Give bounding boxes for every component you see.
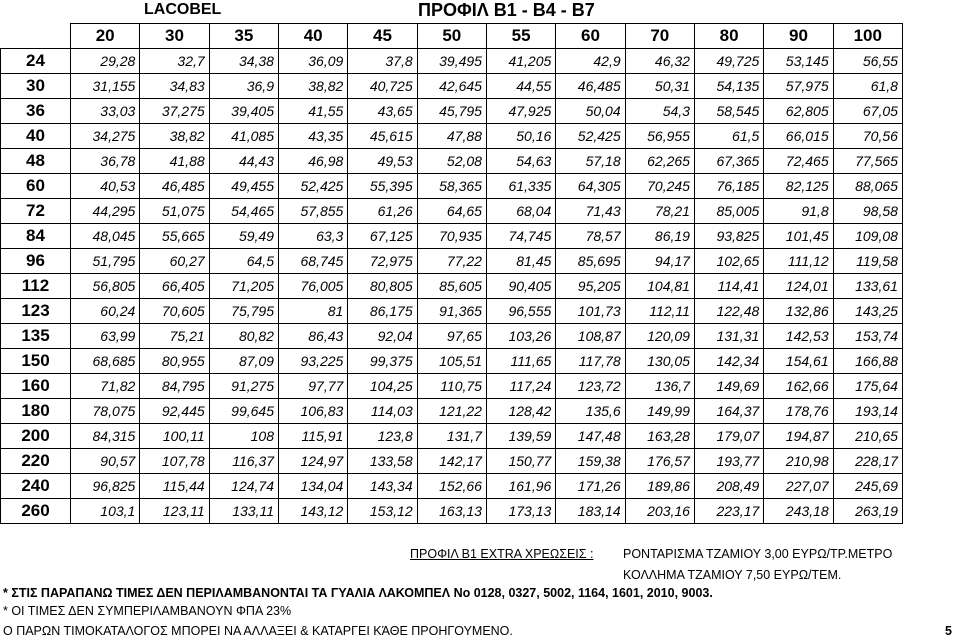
price-cell: 81,45 xyxy=(486,249,555,274)
price-cell: 97,65 xyxy=(417,324,486,349)
row-header: 135 xyxy=(1,324,71,349)
column-header: 30 xyxy=(140,24,209,49)
price-cell: 85,605 xyxy=(417,274,486,299)
price-cell: 136,7 xyxy=(625,374,694,399)
price-cell: 123,8 xyxy=(348,424,417,449)
price-cell: 133,11 xyxy=(209,499,278,524)
price-cell: 123,72 xyxy=(556,374,625,399)
price-cell: 46,485 xyxy=(140,174,209,199)
row-header: 260 xyxy=(1,499,71,524)
table-row xyxy=(1,274,903,299)
table-row xyxy=(1,99,903,124)
price-cell: 80,955 xyxy=(140,349,209,374)
price-cell: 120,09 xyxy=(625,324,694,349)
row-header: 60 xyxy=(1,174,71,199)
column-header: 20 xyxy=(71,24,140,49)
price-cell: 68,685 xyxy=(71,349,140,374)
price-cell: 134,04 xyxy=(278,474,347,499)
column-header: 80 xyxy=(694,24,763,49)
price-cell: 228,17 xyxy=(833,449,902,474)
price-cell: 34,275 xyxy=(71,124,140,149)
price-cell: 81 xyxy=(278,299,347,324)
price-cell: 171,26 xyxy=(556,474,625,499)
price-cell: 37,275 xyxy=(140,99,209,124)
price-cell: 91,8 xyxy=(764,199,833,224)
price-cell: 52,425 xyxy=(556,124,625,149)
price-cell: 80,82 xyxy=(209,324,278,349)
row-header: 48 xyxy=(1,149,71,174)
price-cell: 57,18 xyxy=(556,149,625,174)
row-header: 180 xyxy=(1,399,71,424)
price-cell: 44,55 xyxy=(486,74,555,99)
price-cell: 74,745 xyxy=(486,224,555,249)
price-cell: 104,25 xyxy=(348,374,417,399)
extra-charge-rounding: ΡΟΝΤΑΡΙΣΜΑ ΤΖΑΜΙΟΥ 3,00 ΕΥΡΩ/ΤΡ.ΜΕΤΡΟ xyxy=(623,547,893,561)
price-cell: 37,8 xyxy=(348,49,417,74)
table-row xyxy=(1,199,903,224)
price-cell: 161,96 xyxy=(486,474,555,499)
price-cell: 61,26 xyxy=(348,199,417,224)
price-cell: 99,645 xyxy=(209,399,278,424)
price-cell: 85,695 xyxy=(556,249,625,274)
change-note: Ο ΠΑΡΩΝ ΤΙΜΟΚΑΤΑΛΟΓΟΣ ΜΠΟΡΕΙ ΝΑ ΑΛΛΑΞΕΙ & ΚΑΤΑΡΓΕΙ ΚΆΘΕ ΠΡΟΗΓΟΥΜΕΝΟ. xyxy=(3,624,513,638)
table-row xyxy=(1,124,903,149)
price-cell: 64,5 xyxy=(209,249,278,274)
price-cell: 133,58 xyxy=(348,449,417,474)
corner-cell xyxy=(1,24,71,49)
column-header: 100 xyxy=(833,24,902,49)
price-cell: 107,78 xyxy=(140,449,209,474)
price-cell: 54,135 xyxy=(694,74,763,99)
price-cell: 147,48 xyxy=(556,424,625,449)
table-row xyxy=(1,349,903,374)
price-cell: 51,795 xyxy=(71,249,140,274)
price-cell: 119,58 xyxy=(833,249,902,274)
price-cell: 46,32 xyxy=(625,49,694,74)
price-cell: 41,55 xyxy=(278,99,347,124)
table-row xyxy=(1,424,903,449)
price-cell: 76,185 xyxy=(694,174,763,199)
price-cell: 46,485 xyxy=(556,74,625,99)
price-cell: 103,1 xyxy=(71,499,140,524)
price-cell: 61,8 xyxy=(833,74,902,99)
price-cell: 59,49 xyxy=(209,224,278,249)
price-cell: 75,21 xyxy=(140,324,209,349)
price-cell: 143,34 xyxy=(348,474,417,499)
table-row xyxy=(1,374,903,399)
price-cell: 44,295 xyxy=(71,199,140,224)
table-row xyxy=(1,149,903,174)
price-cell: 227,07 xyxy=(764,474,833,499)
row-header: 150 xyxy=(1,349,71,374)
price-cell: 43,35 xyxy=(278,124,347,149)
price-cell: 106,83 xyxy=(278,399,347,424)
row-header: 24 xyxy=(1,49,71,74)
price-cell: 78,075 xyxy=(71,399,140,424)
price-cell: 124,74 xyxy=(209,474,278,499)
price-cell: 122,48 xyxy=(694,299,763,324)
price-cell: 91,275 xyxy=(209,374,278,399)
price-cell: 50,04 xyxy=(556,99,625,124)
column-header: 55 xyxy=(486,24,555,49)
price-cell: 56,805 xyxy=(71,274,140,299)
row-header: 72 xyxy=(1,199,71,224)
page-number: 5 xyxy=(945,624,952,638)
price-cell: 64,65 xyxy=(417,199,486,224)
price-cell: 128,42 xyxy=(486,399,555,424)
price-cell: 48,045 xyxy=(71,224,140,249)
price-cell: 193,14 xyxy=(833,399,902,424)
price-cell: 40,725 xyxy=(348,74,417,99)
price-cell: 66,405 xyxy=(140,274,209,299)
price-cell: 38,82 xyxy=(140,124,209,149)
price-cell: 92,04 xyxy=(348,324,417,349)
price-cell: 110,75 xyxy=(417,374,486,399)
price-cell: 153,74 xyxy=(833,324,902,349)
price-cell: 223,17 xyxy=(694,499,763,524)
price-cell: 142,17 xyxy=(417,449,486,474)
price-cell: 82,125 xyxy=(764,174,833,199)
price-cell: 78,21 xyxy=(625,199,694,224)
price-cell: 42,645 xyxy=(417,74,486,99)
price-cell: 63,99 xyxy=(71,324,140,349)
row-header: 200 xyxy=(1,424,71,449)
price-cell: 143,25 xyxy=(833,299,902,324)
price-cell: 124,97 xyxy=(278,449,347,474)
price-cell: 183,14 xyxy=(556,499,625,524)
price-cell: 159,38 xyxy=(556,449,625,474)
price-cell: 109,08 xyxy=(833,224,902,249)
column-header: 70 xyxy=(625,24,694,49)
brand-name: LACOBEL xyxy=(144,1,222,18)
price-cell: 44,43 xyxy=(209,149,278,174)
price-cell: 132,86 xyxy=(764,299,833,324)
price-cell: 121,22 xyxy=(417,399,486,424)
price-cell: 75,795 xyxy=(209,299,278,324)
price-cell: 149,99 xyxy=(625,399,694,424)
price-cell: 72,465 xyxy=(764,149,833,174)
price-cell: 71,43 xyxy=(556,199,625,224)
price-cell: 68,04 xyxy=(486,199,555,224)
table-row xyxy=(1,474,903,499)
price-cell: 173,13 xyxy=(486,499,555,524)
price-cell: 67,125 xyxy=(348,224,417,249)
price-cell: 90,405 xyxy=(486,274,555,299)
price-cell: 123,11 xyxy=(140,499,209,524)
price-cell: 63,3 xyxy=(278,224,347,249)
header-row xyxy=(1,24,903,49)
price-cell: 114,03 xyxy=(348,399,417,424)
row-header: 160 xyxy=(1,374,71,399)
extra-charge-gluing: ΚΟΛΛΗΜΑ ΤΖΑΜΙΟΥ 7,50 ΕΥΡΩ/ΤΕΜ. xyxy=(623,568,842,582)
price-cell: 29,28 xyxy=(71,49,140,74)
table-row xyxy=(1,499,903,524)
price-cell: 104,81 xyxy=(625,274,694,299)
column-header: 50 xyxy=(417,24,486,49)
price-cell: 77,22 xyxy=(417,249,486,274)
price-cell: 71,82 xyxy=(71,374,140,399)
price-cell: 93,225 xyxy=(278,349,347,374)
price-cell: 67,05 xyxy=(833,99,902,124)
price-cell: 117,24 xyxy=(486,374,555,399)
price-cell: 143,12 xyxy=(278,499,347,524)
price-cell: 142,34 xyxy=(694,349,763,374)
price-cell: 85,005 xyxy=(694,199,763,224)
price-cell: 88,065 xyxy=(833,174,902,199)
price-cell: 60,27 xyxy=(140,249,209,274)
price-cell: 71,205 xyxy=(209,274,278,299)
price-cell: 36,78 xyxy=(71,149,140,174)
price-cell: 45,795 xyxy=(417,99,486,124)
price-cell: 46,98 xyxy=(278,149,347,174)
price-cell: 41,88 xyxy=(140,149,209,174)
table-row xyxy=(1,49,903,74)
price-cell: 243,18 xyxy=(764,499,833,524)
price-cell: 96,555 xyxy=(486,299,555,324)
price-cell: 61,335 xyxy=(486,174,555,199)
price-cell: 263,19 xyxy=(833,499,902,524)
price-cell: 150,77 xyxy=(486,449,555,474)
price-cell: 203,16 xyxy=(625,499,694,524)
price-cell: 67,365 xyxy=(694,149,763,174)
price-cell: 193,77 xyxy=(694,449,763,474)
price-cell: 86,175 xyxy=(348,299,417,324)
row-header: 40 xyxy=(1,124,71,149)
price-cell: 86,43 xyxy=(278,324,347,349)
column-header: 40 xyxy=(278,24,347,49)
price-cell: 43,65 xyxy=(348,99,417,124)
price-cell: 99,375 xyxy=(348,349,417,374)
price-cell: 95,205 xyxy=(556,274,625,299)
price-cell: 49,53 xyxy=(348,149,417,174)
price-cell: 70,56 xyxy=(833,124,902,149)
price-cell: 60,24 xyxy=(71,299,140,324)
price-cell: 66,015 xyxy=(764,124,833,149)
price-cell: 97,77 xyxy=(278,374,347,399)
price-cell: 92,445 xyxy=(140,399,209,424)
vat-note: * ΟΙ ΤΙΜΕΣ ΔΕΝ ΣΥΜΠΕΡΙΛΑΜΒΑΝΟΥΝ ΦΠΑ 23% xyxy=(3,604,292,618)
price-cell: 52,425 xyxy=(278,174,347,199)
price-cell: 36,09 xyxy=(278,49,347,74)
price-cell: 58,365 xyxy=(417,174,486,199)
price-cell: 175,64 xyxy=(833,374,902,399)
table-row xyxy=(1,299,903,324)
price-cell: 135,6 xyxy=(556,399,625,424)
price-cell: 52,08 xyxy=(417,149,486,174)
price-cell: 49,455 xyxy=(209,174,278,199)
price-cell: 91,365 xyxy=(417,299,486,324)
price-cell: 80,805 xyxy=(348,274,417,299)
price-cell: 72,975 xyxy=(348,249,417,274)
price-cell: 34,38 xyxy=(209,49,278,74)
price-cell: 68,745 xyxy=(278,249,347,274)
column-header: 45 xyxy=(348,24,417,49)
price-cell: 84,795 xyxy=(140,374,209,399)
price-cell: 130,05 xyxy=(625,349,694,374)
price-cell: 51,075 xyxy=(140,199,209,224)
price-cell: 114,41 xyxy=(694,274,763,299)
price-cell: 54,63 xyxy=(486,149,555,174)
price-cell: 33,03 xyxy=(71,99,140,124)
row-header: 30 xyxy=(1,74,71,99)
price-cell: 139,59 xyxy=(486,424,555,449)
price-cell: 194,87 xyxy=(764,424,833,449)
price-cell: 210,65 xyxy=(833,424,902,449)
price-cell: 49,725 xyxy=(694,49,763,74)
price-cell: 62,805 xyxy=(764,99,833,124)
price-cell: 210,98 xyxy=(764,449,833,474)
row-header: 220 xyxy=(1,449,71,474)
price-cell: 103,26 xyxy=(486,324,555,349)
page-title: ΠΡΟΦΙΛ Β1 - Β4 - Β7 xyxy=(418,0,595,20)
price-cell: 45,615 xyxy=(348,124,417,149)
price-cell: 101,73 xyxy=(556,299,625,324)
price-cell: 116,37 xyxy=(209,449,278,474)
price-cell: 208,49 xyxy=(694,474,763,499)
price-cell: 101,45 xyxy=(764,224,833,249)
row-header: 36 xyxy=(1,99,71,124)
price-cell: 117,78 xyxy=(556,349,625,374)
row-header: 240 xyxy=(1,474,71,499)
price-cell: 70,605 xyxy=(140,299,209,324)
price-cell: 112,11 xyxy=(625,299,694,324)
price-cell: 164,37 xyxy=(694,399,763,424)
price-cell: 55,395 xyxy=(348,174,417,199)
column-header: 90 xyxy=(764,24,833,49)
price-cell: 57,975 xyxy=(764,74,833,99)
price-cell: 87,09 xyxy=(209,349,278,374)
price-cell: 38,82 xyxy=(278,74,347,99)
price-cell: 47,88 xyxy=(417,124,486,149)
table-row xyxy=(1,224,903,249)
price-cell: 162,66 xyxy=(764,374,833,399)
price-cell: 32,7 xyxy=(140,49,209,74)
price-cell: 100,11 xyxy=(140,424,209,449)
price-cell: 105,51 xyxy=(417,349,486,374)
column-header: 60 xyxy=(556,24,625,49)
price-cell: 131,7 xyxy=(417,424,486,449)
price-cell: 62,265 xyxy=(625,149,694,174)
price-cell: 41,205 xyxy=(486,49,555,74)
price-cell: 58,545 xyxy=(694,99,763,124)
price-cell: 111,12 xyxy=(764,249,833,274)
price-cell: 70,245 xyxy=(625,174,694,199)
row-header: 84 xyxy=(1,224,71,249)
row-header: 96 xyxy=(1,249,71,274)
price-cell: 54,3 xyxy=(625,99,694,124)
extra-charges-label: ΠΡΟΦΙΛ Β1 EXTRA ΧΡΕΩΣΕΙΣ : xyxy=(410,547,594,561)
price-cell: 53,145 xyxy=(764,49,833,74)
price-cell: 34,83 xyxy=(140,74,209,99)
price-cell: 133,61 xyxy=(833,274,902,299)
price-cell: 86,19 xyxy=(625,224,694,249)
glass-note: * ΣΤΙΣ ΠΑΡΑΠΑΝΩ ΤΙΜΕΣ ΔΕΝ ΠΕΡΙΛΑΜΒΑΝΟΝΤΑΙ ΤΑ ΓΥΑΛΙΑ ΛΑΚΟΜΠΕΛ Νο 0128, 0327, 5002, 1164, 1601, 2010, 9003. xyxy=(3,586,713,600)
price-cell: 179,07 xyxy=(694,424,763,449)
price-cell: 55,665 xyxy=(140,224,209,249)
price-cell: 76,005 xyxy=(278,274,347,299)
price-cell: 56,55 xyxy=(833,49,902,74)
price-cell: 111,65 xyxy=(486,349,555,374)
table-row xyxy=(1,74,903,99)
price-cell: 78,57 xyxy=(556,224,625,249)
price-cell: 152,66 xyxy=(417,474,486,499)
price-cell: 163,28 xyxy=(625,424,694,449)
table-row xyxy=(1,249,903,274)
table-row xyxy=(1,399,903,424)
price-cell: 50,16 xyxy=(486,124,555,149)
price-cell: 153,12 xyxy=(348,499,417,524)
price-cell: 77,565 xyxy=(833,149,902,174)
price-cell: 93,825 xyxy=(694,224,763,249)
price-cell: 50,31 xyxy=(625,74,694,99)
price-cell: 124,01 xyxy=(764,274,833,299)
price-cell: 115,44 xyxy=(140,474,209,499)
price-cell: 90,57 xyxy=(71,449,140,474)
price-cell: 245,69 xyxy=(833,474,902,499)
price-cell: 56,955 xyxy=(625,124,694,149)
price-cell: 36,9 xyxy=(209,74,278,99)
price-cell: 94,17 xyxy=(625,249,694,274)
price-table xyxy=(0,23,903,524)
price-cell: 47,925 xyxy=(486,99,555,124)
price-cell: 57,855 xyxy=(278,199,347,224)
row-header: 123 xyxy=(1,299,71,324)
price-cell: 176,57 xyxy=(625,449,694,474)
price-cell: 61,5 xyxy=(694,124,763,149)
price-cell: 41,085 xyxy=(209,124,278,149)
table-row xyxy=(1,449,903,474)
price-cell: 102,65 xyxy=(694,249,763,274)
price-cell: 84,315 xyxy=(71,424,140,449)
price-cell: 70,935 xyxy=(417,224,486,249)
price-cell: 96,825 xyxy=(71,474,140,499)
price-cell: 98,58 xyxy=(833,199,902,224)
price-cell: 39,495 xyxy=(417,49,486,74)
price-cell: 64,305 xyxy=(556,174,625,199)
price-cell: 31,155 xyxy=(71,74,140,99)
row-header: 112 xyxy=(1,274,71,299)
price-cell: 39,405 xyxy=(209,99,278,124)
price-cell: 163,13 xyxy=(417,499,486,524)
price-cell: 178,76 xyxy=(764,399,833,424)
price-cell: 131,31 xyxy=(694,324,763,349)
price-cell: 108,87 xyxy=(556,324,625,349)
column-header: 35 xyxy=(209,24,278,49)
price-cell: 115,91 xyxy=(278,424,347,449)
table-row xyxy=(1,174,903,199)
price-cell: 142,53 xyxy=(764,324,833,349)
table-row xyxy=(1,324,903,349)
price-cell: 166,88 xyxy=(833,349,902,374)
price-cell: 154,61 xyxy=(764,349,833,374)
price-cell: 54,465 xyxy=(209,199,278,224)
price-cell: 108 xyxy=(209,424,278,449)
price-cell: 189,86 xyxy=(625,474,694,499)
price-cell: 42,9 xyxy=(556,49,625,74)
price-cell: 40,53 xyxy=(71,174,140,199)
price-cell: 149,69 xyxy=(694,374,763,399)
